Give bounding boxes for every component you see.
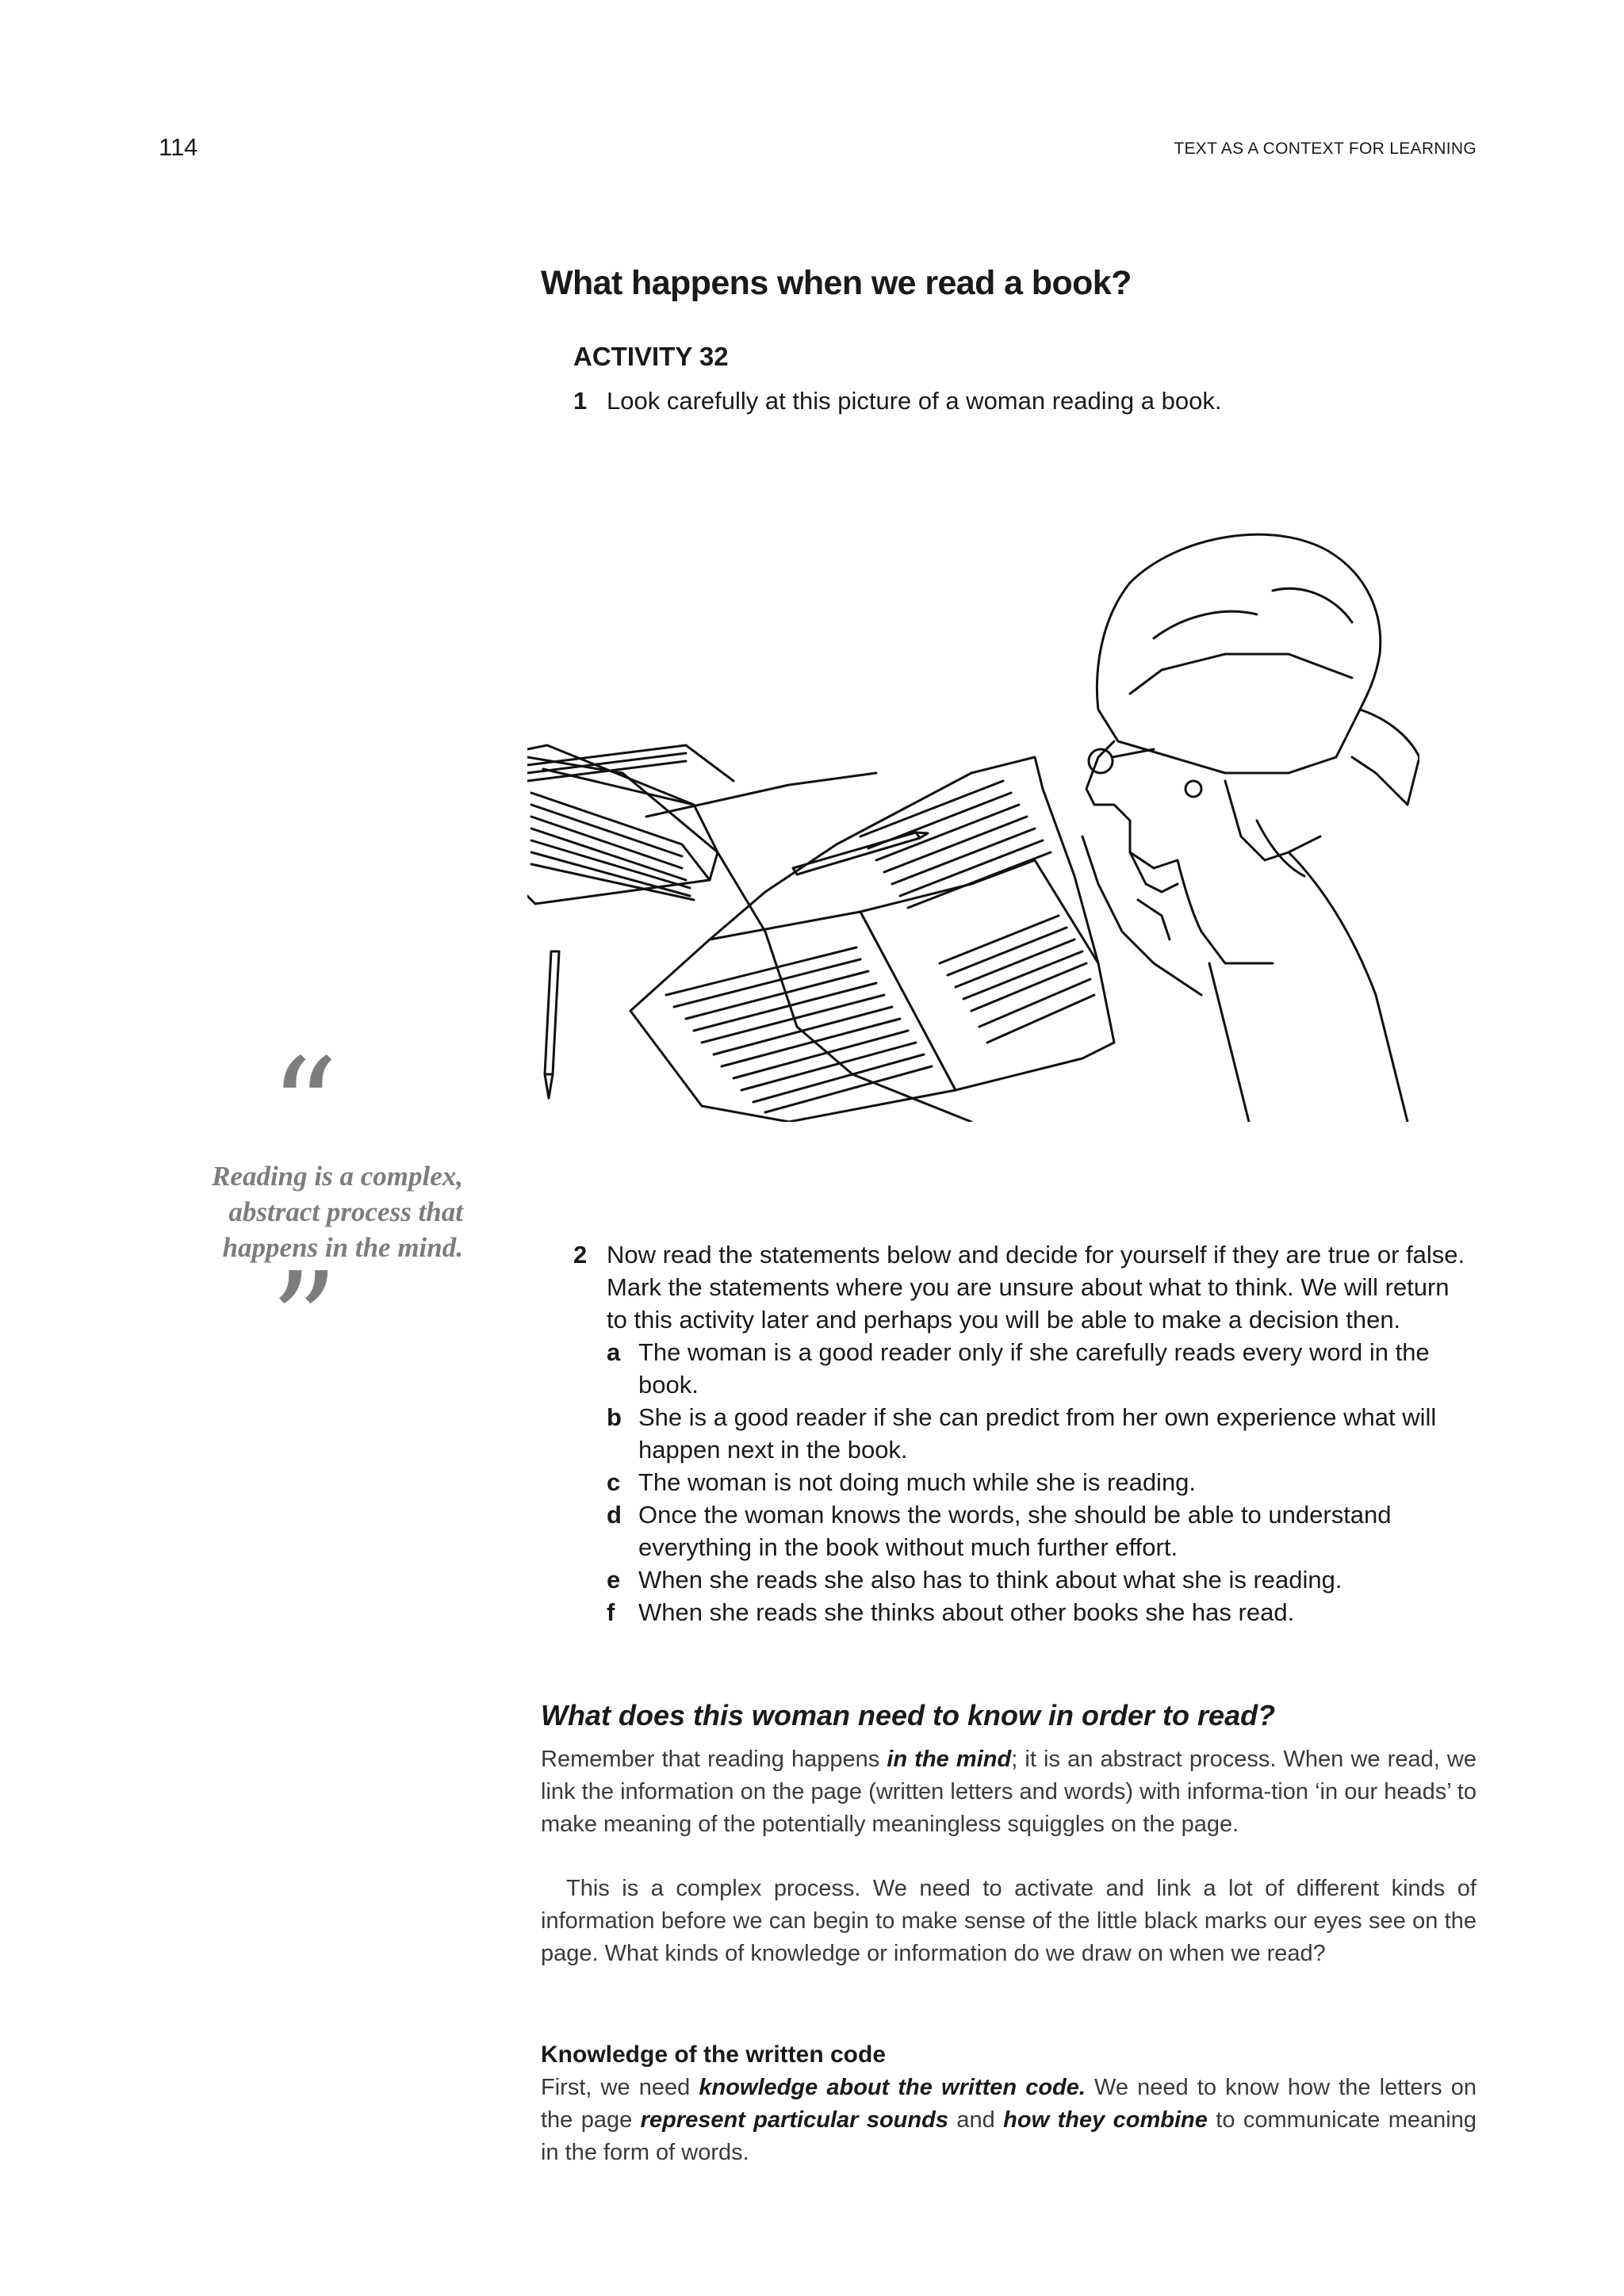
- text-run: First, we need: [541, 2075, 699, 2100]
- section-heading: What does this woman need to know in order to read?: [541, 1699, 1276, 1732]
- body-paragraph: [541, 2072, 1477, 2169]
- text-run: to communicate meaning in the form of words.: [541, 2107, 1477, 2165]
- open-quote-mark: “: [270, 1030, 339, 1187]
- statement-item: [573, 1401, 1469, 1466]
- statement-text: The woman is not doing much while she is reading.: [638, 1468, 1197, 1496]
- statement-item: [573, 1596, 1469, 1628]
- statement-letter: a: [607, 1338, 621, 1366]
- statement-text: When she reads she thinks about other books she has read.: [638, 1598, 1295, 1626]
- statement-list: [573, 1336, 1469, 1628]
- text-run: We need to know how the letters on the page: [541, 2075, 1477, 2133]
- activity-question-2: [573, 1238, 1469, 1628]
- statement-text: Once the woman knows the words, she should be able to understand everything in the book without much further effort.: [638, 1501, 1392, 1561]
- statement-item: [573, 1466, 1469, 1498]
- statement-letter: e: [607, 1566, 621, 1594]
- open-book-drawing: [630, 757, 1114, 1122]
- statement-item: [573, 1563, 1469, 1596]
- text-run: and: [948, 2107, 1004, 2133]
- body-paragraph: [541, 1743, 1477, 1841]
- statement-letter: d: [607, 1501, 622, 1529]
- statement-letter: b: [607, 1403, 622, 1431]
- pull-quote-text: Reading is a complex, abstract process that happens in the mind.: [212, 1161, 463, 1263]
- emphasis-text: in the mind: [887, 1747, 1012, 1772]
- woman-reading-illustration: [527, 519, 1419, 1122]
- question-number: 2: [573, 1241, 588, 1269]
- body-paragraph: This is a complex process. We need to activate and link a lot of different kinds of information before we can begin to make sense of the little black marks our eyes see on the page. What kinds of knowledge or information do we draw on when we read?: [541, 1876, 1477, 1966]
- running-head: TEXT AS A CONTEXT FOR LEARNING: [1174, 140, 1477, 158]
- statement-letter: f: [607, 1598, 615, 1626]
- woman-drawing: [1082, 534, 1419, 1122]
- emphasis-text: knowledge about the written code.: [699, 2075, 1086, 2100]
- statement-text: She is a good reader if she can predict from her own experience what will happen next in the book.: [638, 1403, 1437, 1464]
- statement-text: The woman is a good reader only if she carefully reads every word in the book.: [638, 1338, 1430, 1399]
- activity-title: ACTIVITY 32: [573, 342, 729, 371]
- closed-book-drawing: [527, 745, 733, 904]
- statement-item: [573, 1336, 1469, 1401]
- section-title: What happens when we read a book?: [541, 264, 1132, 302]
- statement-item: [573, 1498, 1469, 1563]
- statement-letter: c: [607, 1468, 621, 1496]
- statement-text: When she reads she also has to think about what she is reading.: [638, 1566, 1342, 1594]
- emphasis-text: represent particular sounds: [640, 2107, 948, 2133]
- text-run: Remember that reading happens: [541, 1747, 887, 1772]
- question-text: Look carefully at this picture of a woman reading a book.: [607, 387, 1222, 415]
- text-run: ; it is an abstract process. When we read, we link the information on the page (written letters and words) with informa-tion ‘in our heads’ to make meaning of the potentially meaningless squiggles on the page.: [541, 1747, 1477, 1837]
- activity-question-1: [573, 385, 1469, 417]
- question-text: Now read the statements below and decide for yourself if they are true or false. Mark the statements where you are unsure about what to think. We will return to this activity later and perhaps you will be able to make a decision then.: [607, 1241, 1465, 1334]
- page-number: 114: [159, 133, 198, 161]
- close-quote-mark: ”: [270, 1244, 339, 1401]
- subsection-heading: Knowledge of the written code: [541, 2042, 887, 2068]
- question-number: 1: [573, 387, 588, 415]
- emphasis-text: how they combine: [1003, 2107, 1208, 2133]
